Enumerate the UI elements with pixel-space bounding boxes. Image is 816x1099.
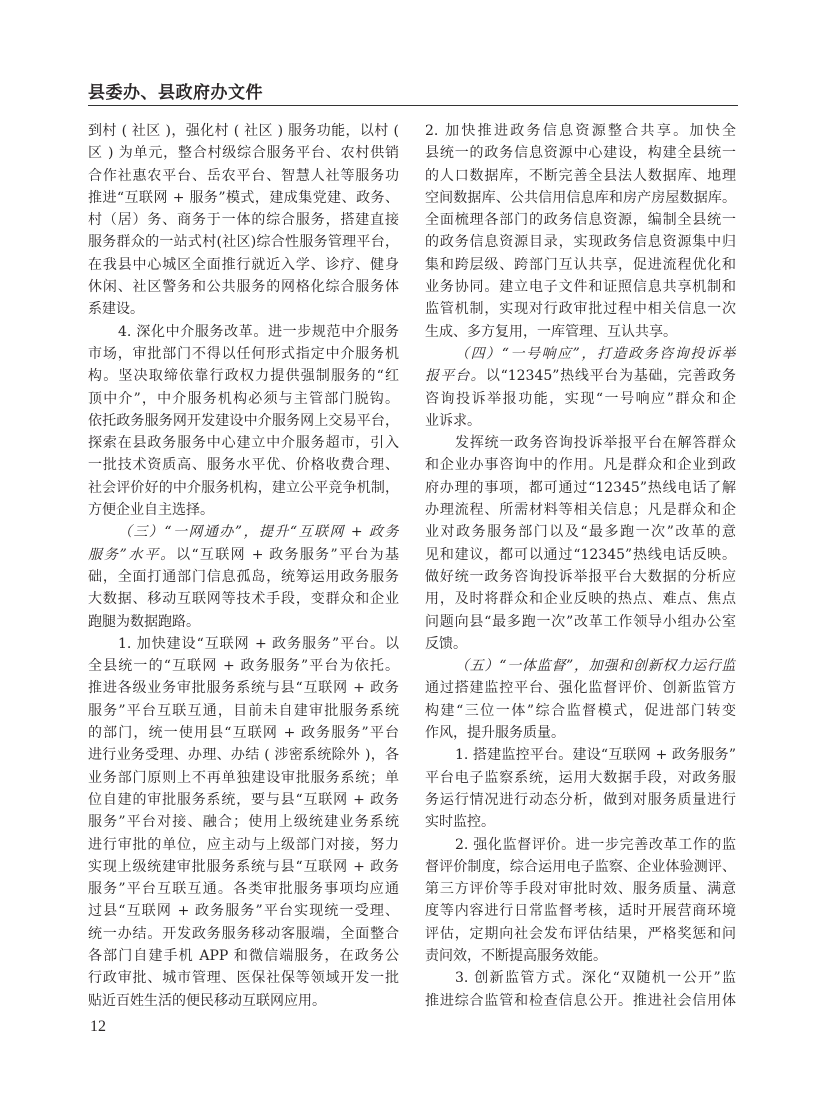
body-text: 生成、多方复用，一库管理、互认共享。 xyxy=(425,323,677,340)
text-line xyxy=(425,878,736,900)
body-text: 进行业务受理、办理、办结 ( 涉密系统除外 )，各 xyxy=(88,747,399,764)
text-line xyxy=(425,655,736,677)
text-line xyxy=(425,677,736,699)
body-text: 1. 搭建监控平台。建设“互联网 + 政务服务” xyxy=(455,747,736,764)
body-text: 作风，提升服务质量。 xyxy=(425,725,565,742)
body-text: 过县“互联网 + 政务服务”平台实现统一受理、 xyxy=(88,903,399,920)
paragraph xyxy=(425,744,736,833)
paragraph xyxy=(425,655,736,744)
body-text: 问题向县“最多跑一次”改革工作领导小组办公室 xyxy=(425,613,736,630)
text-line xyxy=(425,499,736,521)
body-text: 监管机制，实现对行政审批过程中相关信息一次 xyxy=(425,301,736,318)
paragraph xyxy=(425,967,736,1012)
section-heading-text: （三）“一网通办”，提升“互联网 + 政务 xyxy=(118,524,399,541)
body-text: 系建设。 xyxy=(88,301,144,318)
paragraph xyxy=(425,120,736,343)
body-text: 实现上级统建审批服务系统与县“互联网 + 政务 xyxy=(88,858,399,875)
text-line xyxy=(88,120,399,142)
text-line xyxy=(88,767,399,789)
text-line xyxy=(425,343,736,365)
body-text: 评估，定期向社会发布评估结果，严格奖惩和问 xyxy=(425,925,736,942)
text-line xyxy=(88,945,399,967)
text-line xyxy=(425,834,736,856)
body-text: 到村 ( 社区 )，强化村 ( 社区 ) 服务功能，以村 ( xyxy=(88,123,399,139)
body-text: 业务协同。建立电子文件和证照信息共享机制和 xyxy=(425,279,736,296)
body-text: 的人口数据库，不断完善全县法人数据库、地理 xyxy=(425,167,736,184)
body-text: 社会评价好的中介服务机构，建立公平竞争机制， xyxy=(88,479,399,496)
body-text: 以“12345”热线平台为基础，完善政务 xyxy=(485,368,736,385)
body-text: 以“互联网 + 政务服务”平台为基 xyxy=(176,546,399,563)
text-line xyxy=(425,923,736,945)
text-line xyxy=(88,298,399,320)
text-line xyxy=(88,231,399,253)
body-text: 础，全面打通部门信息孤岛，统筹运用政务服务 xyxy=(88,568,399,585)
body-text: 督评价制度，综合运用电子监察、企业体验测评、 xyxy=(425,858,736,875)
text-line xyxy=(425,544,736,566)
text-line xyxy=(88,165,399,187)
text-line xyxy=(88,142,399,164)
body-text: 2. 加快推进政务信息资源整合共享。加快全 xyxy=(425,123,736,139)
text-line xyxy=(425,254,736,276)
body-text: 各部门自建手机 APP 和微信端服务，在政务公 xyxy=(88,947,399,964)
body-text: 位自建的审批服务系统，要与县“互联网 + 政务 xyxy=(88,791,399,808)
paragraph xyxy=(88,633,399,1012)
section-heading-text: （五）“一体监督”，加强和创新权力运行监 xyxy=(455,658,736,675)
text-line xyxy=(425,231,736,253)
text-line xyxy=(425,388,736,410)
body-text: 区 ) 为单元，整合村级综合服务平台、农村供销 xyxy=(88,145,399,162)
body-text: 进行审批的单位，应主动与上级部门对接，努力 xyxy=(88,836,399,853)
body-text: 顶中介”，中介服务机构必须与主管部门脱钩。 xyxy=(88,390,399,407)
text-line xyxy=(88,432,399,454)
text-line xyxy=(88,878,399,900)
text-line xyxy=(88,856,399,878)
body-text: 服务”平台对接、融合；使用上级统建业务系统 xyxy=(88,814,399,831)
body-text: 办理流程、所需材料等相关信息；凡是群众和企 xyxy=(425,502,736,519)
text-line xyxy=(88,454,399,476)
body-text: 构。坚决取缔依靠行政权力提供强制服务的“红 xyxy=(88,368,399,385)
body-text: 在我县中心城区全面推行就近入学、诊疗、健身 xyxy=(88,256,399,273)
body-text: 3. 创新监管方式。深化“双随机一公开”监 xyxy=(455,970,736,987)
text-line xyxy=(425,945,736,967)
text-line xyxy=(88,700,399,722)
body-text: 服务群众的一站式村(社区)综合性服务管理平台， xyxy=(88,234,399,251)
text-line xyxy=(425,722,736,744)
body-text: 推进“互联网 + 服务”模式，建成集党建、政务、 xyxy=(88,189,399,206)
body-text: 贴近百姓生活的便民移动互联网应用。 xyxy=(88,992,326,1009)
text-line xyxy=(88,410,399,432)
body-text: 通过搭建监控平台、强化监督评价、创新监管方 xyxy=(425,680,736,697)
body-text: 推进各级业务审批服务系统与县“互联网 + 政务 xyxy=(88,680,399,697)
body-text: 用，及时将群众和企业反映的热点、难点、焦点 xyxy=(425,591,736,608)
text-line xyxy=(425,700,736,722)
text-line xyxy=(425,165,736,187)
body-text: 和企业办事咨询中的作用。凡是群众和企业到政 xyxy=(425,457,736,474)
body-text: 县统一的政务信息资源中心建设，构建全县统一 xyxy=(425,145,736,162)
text-line xyxy=(425,744,736,766)
body-text: 服务”平台互联互通，目前未自建审批服务系统 xyxy=(88,702,399,719)
text-line xyxy=(88,611,399,633)
text-line xyxy=(88,566,399,588)
text-line xyxy=(425,990,736,1012)
body-text: 反馈。 xyxy=(425,635,467,652)
text-line xyxy=(425,856,736,878)
paragraph xyxy=(88,321,399,522)
text-line xyxy=(88,544,399,566)
body-text: 空间数据库、公共信用信息库和房产房屋数据库。 xyxy=(425,189,736,206)
body-text: 1. 加快建设“互联网 + 政务服务”平台。以 xyxy=(118,635,399,652)
body-text: 责问效，不断提高服务效能。 xyxy=(425,947,607,964)
text-line xyxy=(425,432,736,454)
text-line xyxy=(88,722,399,744)
text-line xyxy=(425,811,736,833)
body-text: 集和跨层级、跨部门互认共享，促进流程优化和 xyxy=(425,256,736,273)
text-line xyxy=(425,633,736,655)
text-line xyxy=(425,276,736,298)
text-line xyxy=(88,834,399,856)
text-line xyxy=(88,923,399,945)
body-text: 一批技术资质高、服务水平优、价格收费合理、 xyxy=(88,457,399,474)
running-header-title: 县委办、县政府办文件 xyxy=(88,83,263,103)
header-rule xyxy=(88,105,738,106)
body-text: 的政务信息资源目录，实现政务信息资源集中归 xyxy=(425,234,736,251)
body-text: 合作社惠农平台、岳农平台、智慧人社等服务功 xyxy=(88,167,399,184)
body-text: 统一办结。开发政务服务移动客服端，全面整合 xyxy=(88,925,399,942)
text-line xyxy=(88,744,399,766)
text-line xyxy=(425,142,736,164)
text-line xyxy=(425,767,736,789)
paragraph xyxy=(425,343,736,432)
body-text: 服务”平台互联互通。各类审批服务事项均应通 xyxy=(88,881,399,898)
body-text: 依托政务服务网开发建设中介服务网上交易平台， xyxy=(88,412,399,429)
text-line xyxy=(425,521,736,543)
body-text: 探索在县政务服务中心建立中介服务超市，引入 xyxy=(88,435,399,452)
text-line xyxy=(425,566,736,588)
body-text: 第三方评价等手段对审批时效、服务质量、满意 xyxy=(425,881,736,898)
section-heading-text: 服务”水平。 xyxy=(88,546,177,563)
text-line xyxy=(88,343,399,365)
text-line xyxy=(88,276,399,298)
paragraph xyxy=(88,521,399,632)
body-text: 行政审批、城市管理、医保社保等领域开发一批 xyxy=(88,970,399,987)
text-line xyxy=(88,209,399,231)
text-line xyxy=(88,633,399,655)
body-text: 见和建议，都可以通过“12345”热线电话反映。 xyxy=(425,546,736,563)
body-text: 构建“三位一体”综合监督模式，促进部门转变 xyxy=(425,702,736,719)
text-line xyxy=(88,321,399,343)
text-line xyxy=(425,321,736,343)
body-text: 跑腿为数据跑路。 xyxy=(88,613,200,630)
paragraph xyxy=(88,120,399,321)
text-line xyxy=(88,187,399,209)
body-text: 咨询投诉举报功能，实现“一号响应”群众和企 xyxy=(425,390,736,407)
text-line xyxy=(88,254,399,276)
body-text: 业诉求。 xyxy=(425,412,481,429)
paragraph xyxy=(425,834,736,968)
text-line xyxy=(88,990,399,1012)
text-line xyxy=(425,900,736,922)
body-text: 府办理的事项，都可通过“12345”热线电话了解 xyxy=(425,479,736,496)
body-text: 休闲、社区警务和公共服务的网格化综合服务体 xyxy=(88,279,399,296)
body-text: 推进综合监管和检查信息公开。推进社会信用体 xyxy=(425,992,736,1009)
section-heading-text: （四）“一号响应”，打造政务咨询投诉举 xyxy=(455,345,736,362)
body-text: 2. 强化监督评价。进一步完善改革工作的监 xyxy=(455,836,736,853)
text-line xyxy=(88,967,399,989)
body-text: 平台电子监察系统，运用大数据手段，对政务服 xyxy=(425,769,736,786)
text-line xyxy=(425,298,736,320)
text-line xyxy=(425,209,736,231)
text-line xyxy=(425,967,736,989)
text-line xyxy=(425,454,736,476)
text-line xyxy=(425,789,736,811)
body-text: 业对政务服务部门以及“最多跑一次”改革的意 xyxy=(425,524,736,541)
page-number: 12 xyxy=(90,1018,106,1035)
text-line xyxy=(88,900,399,922)
body-text: 4. 深化中介服务改革。进一步规范中介服务 xyxy=(118,323,399,340)
text-line xyxy=(88,677,399,699)
text-line xyxy=(88,655,399,677)
body-text: 业务部门原则上不再单独建设审批服务系统；单 xyxy=(88,769,399,786)
body-text: 全面梳理各部门的政务信息资源，编制全县统一 xyxy=(425,212,736,229)
text-line xyxy=(425,365,736,387)
left-column xyxy=(88,120,399,1012)
body-text: 发挥统一政务咨询投诉举报平台在解答群众 xyxy=(455,435,736,452)
body-text: 实时监控。 xyxy=(425,814,495,831)
text-line xyxy=(88,521,399,543)
text-line xyxy=(88,588,399,610)
body-text: 务运行情况进行动态分析，做到对服务质量进行 xyxy=(425,791,736,808)
section-heading-text: 报平台。 xyxy=(425,368,486,385)
text-line xyxy=(88,811,399,833)
text-line xyxy=(88,365,399,387)
body-text: 市场，审批部门不得以任何形式指定中介服务机 xyxy=(88,345,399,362)
text-line xyxy=(88,388,399,410)
body-text: 方便企业自主选择。 xyxy=(88,502,214,519)
body-text: 全县统一的“互联网 + 政务服务”平台为依托。 xyxy=(88,658,399,675)
paragraph xyxy=(425,432,736,655)
body-text: 度等内容进行日常监督考核，适时开展营商环境 xyxy=(425,903,736,920)
text-line xyxy=(425,611,736,633)
text-line xyxy=(425,187,736,209)
text-line xyxy=(88,477,399,499)
text-line xyxy=(425,588,736,610)
text-line xyxy=(425,410,736,432)
text-line xyxy=(88,499,399,521)
body-text: 做好统一政务咨询投诉举报平台大数据的分析应 xyxy=(425,568,736,585)
body-text: 大数据、移动互联网等技术手段，变群众和企业 xyxy=(88,591,399,608)
text-line xyxy=(425,477,736,499)
text-line xyxy=(88,789,399,811)
body-text: 村（居）务、商务于一体的综合服务，搭建直接 xyxy=(88,212,399,229)
text-line xyxy=(425,120,736,142)
right-column xyxy=(425,120,736,1012)
body-text: 的部门，统一使用县“互联网 + 政务服务”平台 xyxy=(88,725,399,742)
